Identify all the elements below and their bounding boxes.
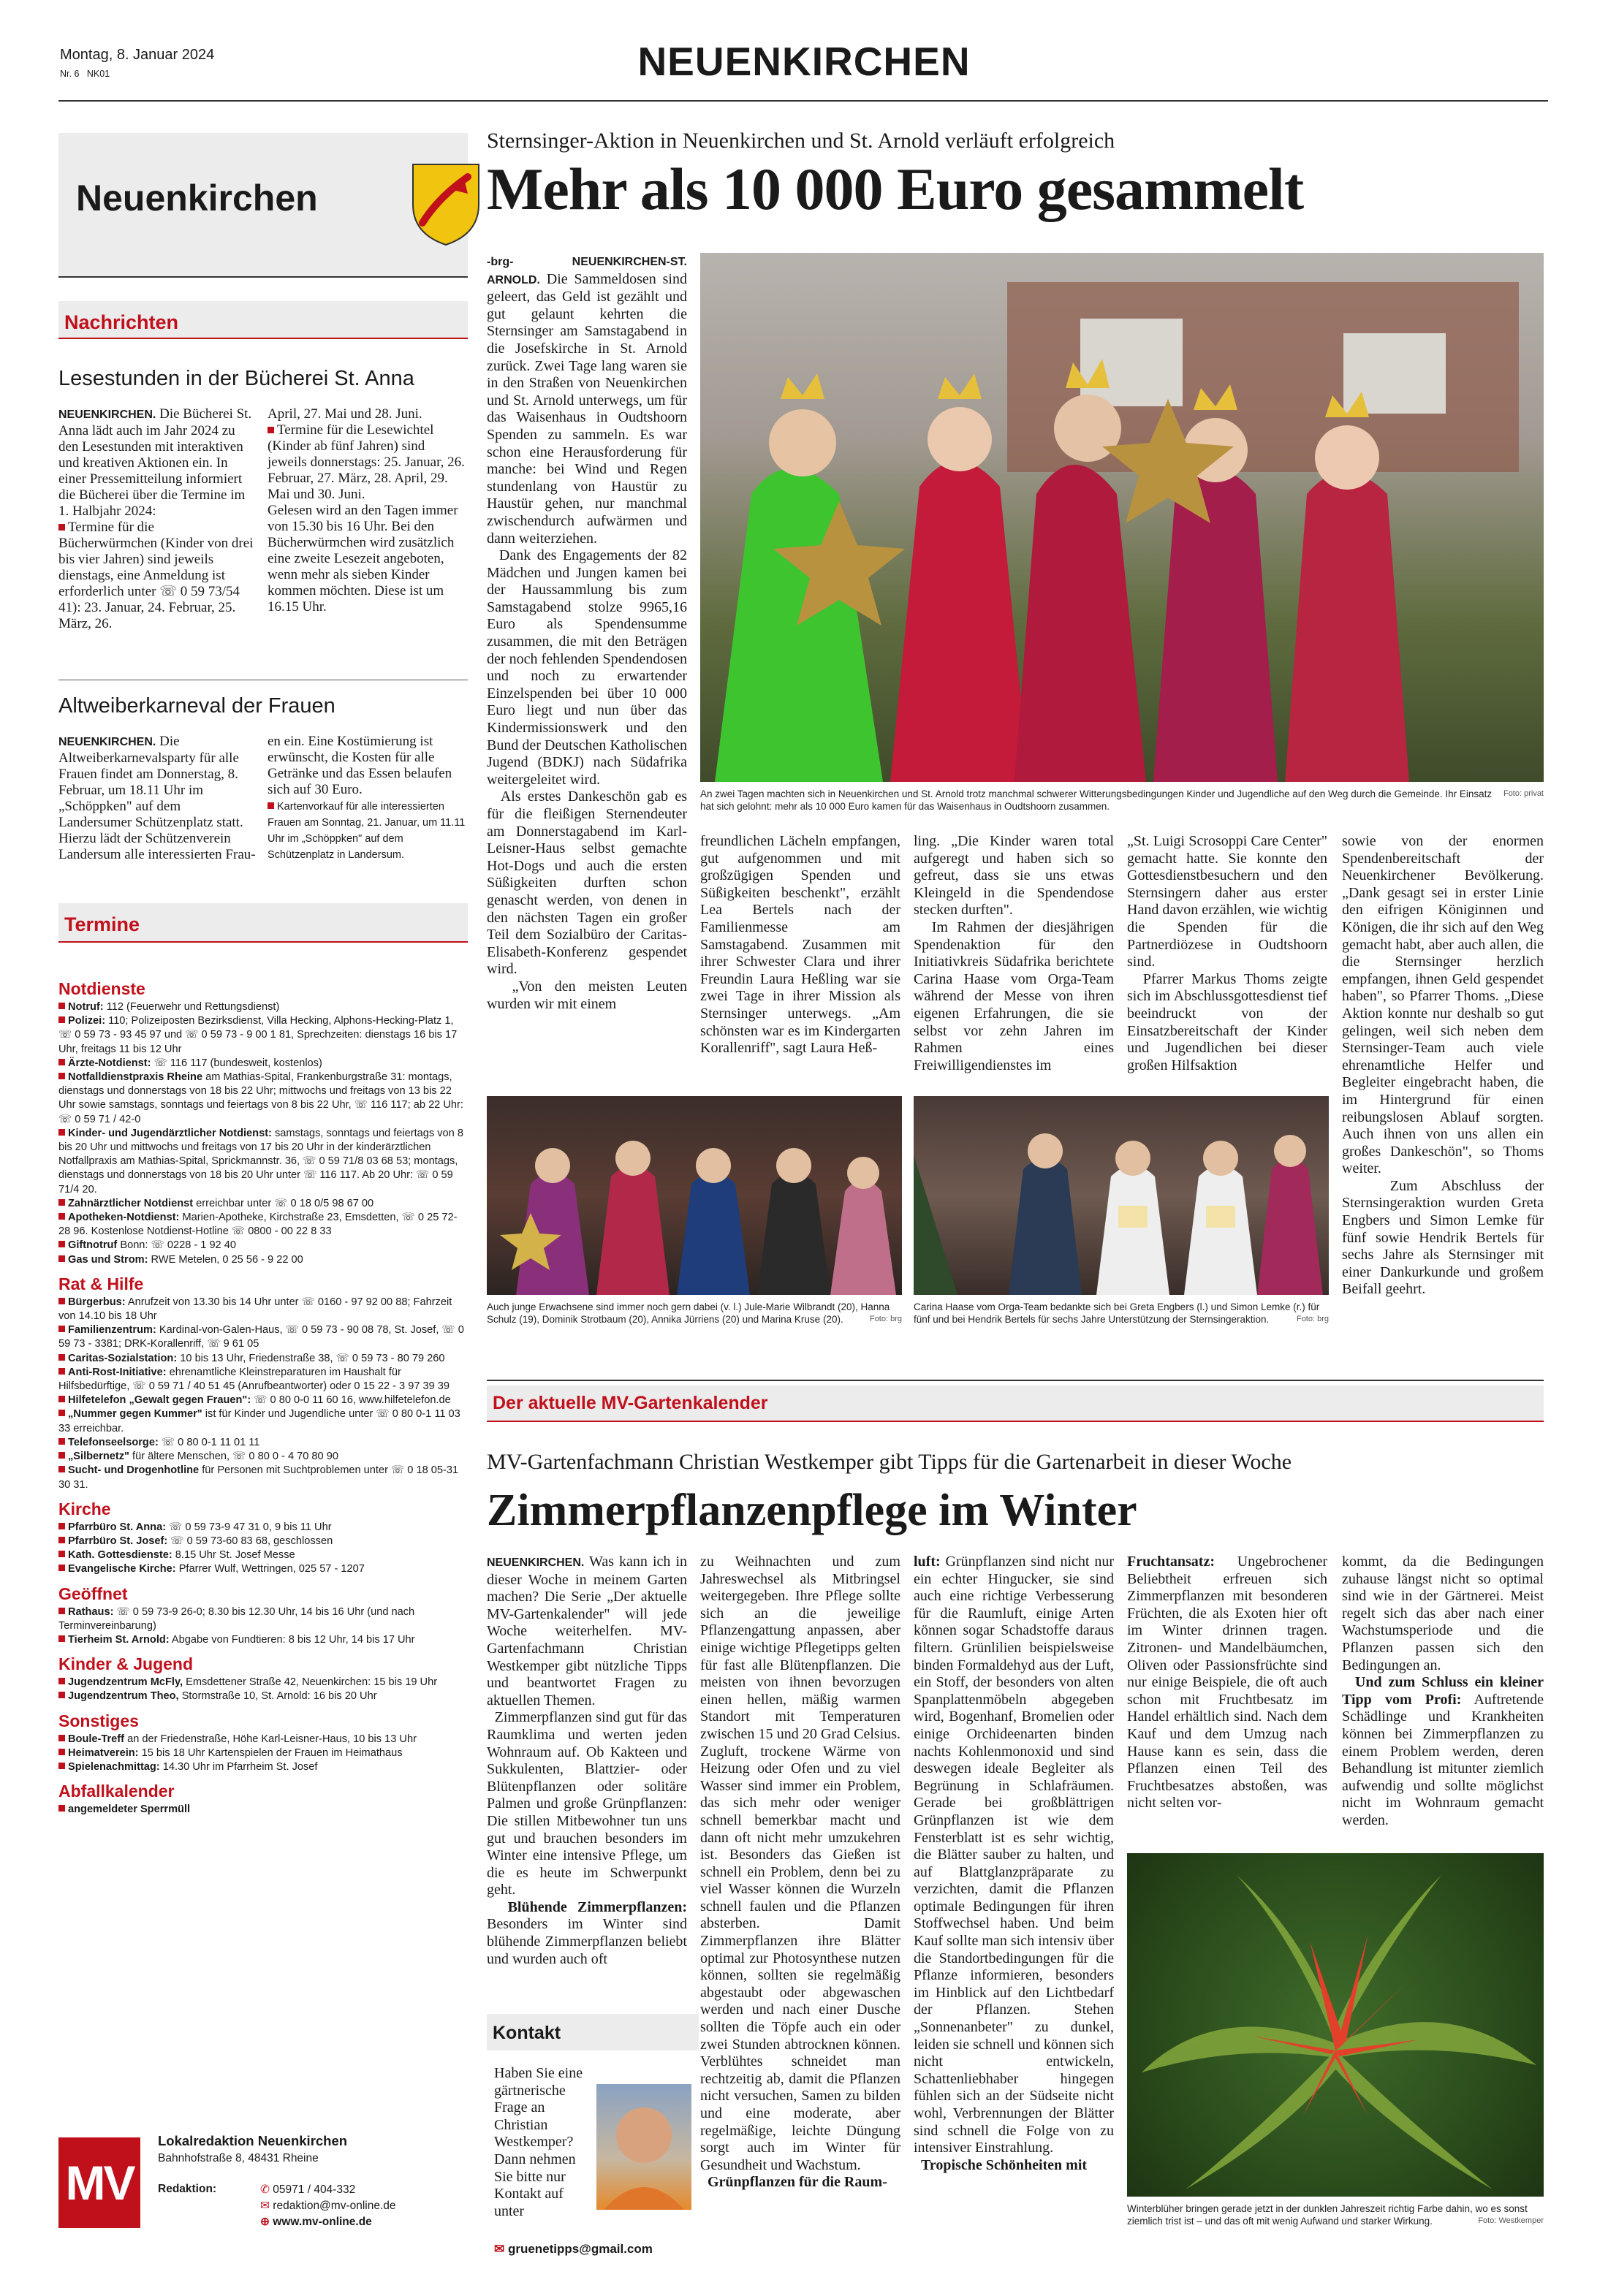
bullet-icon — [58, 1805, 65, 1812]
bullet-icon — [58, 1735, 65, 1741]
garden-col4-sub: Fruchtansatz: — [1127, 1554, 1215, 1570]
contact-web[interactable] — [260, 2215, 372, 2229]
directory-item-text: Pfarrer Wulf, Wettringen, 025 57 - 1207 — [178, 1563, 365, 1575]
mail-icon: ✉ — [260, 2200, 273, 2212]
directory-item-label: Bürgerbus: — [68, 1296, 126, 1308]
directory-item — [58, 1803, 468, 1817]
article1-bullet2: Termine für die Lesewichtel (Kinder ab fünf Jahren) sind jeweils donnerstags: 25. Januar, 26. Februar, 27. März, 28. April, 29. Mai und 30. Juni. — [268, 422, 465, 502]
directory-item-text: für ältere Menschen, ☏ 0 80 0 - 4 70 80 90 — [132, 1451, 338, 1463]
garden-col3-p1: Grünpflanzen sind nicht nur ein echter Hingucker, sie sind auch eine richtige Verbesserung für die Raumluft, einige Arten können sogar Schadstoffe daraus filtern. Grünlilien beispielsweise binden Formaldehyd aus der Luft, ein Stoff, der besonders von alten Spanplattenmöbeln abgegeben wird, Bogenhanf, Bromelien oder einige Orchideenarten binden nachts Kohlenmonoxid und sind deswegen ideale Begleiter als Begrünung in Schlafräumen. Gerade bei großblättrigen Grünpflanzen ist wie dem Fensterblatt ist es sehr wichtig, die Blätter sauber zu halten, und auf Blattglanzpräparate zu verzichten, damit die Pflanzen optimale Bedingungen für ihren Stoffwechsel haben. Und beim Kauf sollte man sich intensiv über die Standortbedingungen für die Pflanze informieren, besonders im Hinblick auf den Lichtbedarf der Pflanzen. Stehen „Sonnenanbeter" zu dunkel, leiden sie schnell und können sich nicht entwickeln, Schattenliebhaber hingegen fühlen sich an der Südseite nicht wohl, Verbrennungen der Blätter sind schnell die Folge von zu intensiver Einstrahlung. — [914, 1554, 1114, 2156]
bullet-icon — [58, 1565, 65, 1571]
directory-item-label: Spielenachmittag: — [68, 1760, 160, 1773]
section-title: NEUENKIRCHEN — [637, 39, 971, 84]
garden-col2 — [700, 1554, 900, 2192]
date-line: Montag, 8. Januar 2024 — [60, 47, 215, 63]
garden-col1 — [487, 1554, 687, 1968]
directory-item — [58, 1071, 468, 1127]
photo3-caption-text: Carina Haase vom Orga-Team bedankte sich bei Greta Engbers (l.) und Simon Lemke (r.) für fünf und bei Hendrik Bertels für sechs Jahre Unterstützung der Sternsingeraktion. — [914, 1301, 1320, 1325]
contact-label-bar — [487, 2014, 699, 2050]
phone-text: 05971 / 404-332 — [273, 2183, 356, 2196]
directory-item — [58, 1366, 468, 1394]
sidebar-town-box — [58, 133, 468, 278]
directory-item-text: ☏ 0 59 73-9 47 31 0, 9 bis 11 Uhr — [169, 1521, 332, 1533]
directory-heading: Kirche — [58, 1499, 111, 1518]
directory-item-label: Jugendzentrum McFly, — [68, 1676, 183, 1689]
directory-item — [58, 1633, 468, 1647]
directory-item-label: Anti-Rost-Initiative: — [68, 1366, 167, 1378]
directory-item-text: am Mathias-Spital, Frankenburgstraße 31: montags, dienstags und donnerstags von 18 bis 22 Uhr; mittwochs und freitags von 13 bis 22 Uhr sowie samstags, sonntags und feiertags von 8 bis 22 Uhr, ☏ 116 117; ab 22 Uhr: ☏ 0 59 71 / 42-0 — [58, 1071, 463, 1125]
photo1-caption — [700, 788, 1544, 813]
photo1-credit: Foto: privat — [1503, 789, 1544, 798]
article1-dateline: NEUENKIRCHEN. — [58, 408, 156, 421]
directory-heading: Kinder & Jugend — [58, 1654, 194, 1674]
garden-col3-sub2: Tropische Schönheiten mit — [921, 2156, 1088, 2173]
sidebar-footer — [58, 2130, 468, 2232]
directory-item-text: Anrufzeit von 13.30 bis 14 Uhr unter ☏ 0160 - 97 92 00 88; Fahrzeit von 14.10 bis 18 Uhr — [58, 1296, 452, 1323]
contact-email-text[interactable]: gruenetipps@gmail.com — [507, 2242, 653, 2256]
garden-col2-p1: zu Weihnachten und zum Jahreswechsel als Mitbringsel weitergegeben. Ihre Pflege sollte sich an die jeweilige Pflanzengattung anpassen, aber einige wichtige Pflegetipps gelten für fast alle Blütenpflanzen. Die meisten von ihnen bevorzugen einen hellen, mäßig warmen Standort mit Temperaturen zwischen 15 und 20 Grad Celsius. Zugluft, trockene Wärme von Heizung oder Ofen und zu viel Wasser sind immer ein Problem, das sich mehr oder weniger schnell bemerkbar macht und dann oft nicht mehr umzukehren ist. Besonders das Gießen ist schnell ein Problem, denn bei zu viel Wasser können die Wurzeln schnell faulen und die Pflanzen absterben. Damit Zimmerpflanzen ihre Blätter optimal zur Photosynthese nutzen können, sollten sie regelmäßig abgestaubt oder abgewaschen werden und nach einer Dusche sollten die Töpfe auch ein oder zwei Stunden abtrocknen können. Verblühtes schneidet man rechtzeitig ab, damit die Pflanzen nicht versuchen, Samen zu bilden und eine moderate, aber regelmäßige, leichte Düngung sorgt auch im Winter für Gesundheit und Wachstum. — [700, 1554, 900, 2173]
bullet-icon — [58, 1298, 65, 1304]
bullet-icon — [58, 1763, 65, 1769]
directory-item-text: ☏ 116 117 (bundesweit, kostenlos) — [153, 1057, 322, 1069]
article2-col2 — [268, 734, 466, 862]
article2-text1: Die Altweiberkarnevalsparty für alle Frauen findet am Donnerstag, 8. Februar, um 18.11 Uhr im „Schöppken" auf dem Landersumer Schützenplatz statt. Hierzu lädt der Schützenverein Landersum alle interessierten Frau- — [58, 734, 256, 862]
garden-col1-p1: Was kann ich in dieser Woche in meinem Garten machen? Die Serie „Der aktuelle MV-Gartenkalender" will jede Woche weiterhelfen. MV-Gartenfachmann Christian Westkemper gibt nützliche Tipps und beantwortet Fragen zu aktuellen Themen. — [487, 1554, 688, 1708]
main-col1-p2: Dank des Engagements der 82 Mädchen und Jungen kamen bei der Haussammlung bis zum Samstagabend stolze 9965,16 Euro als Spendensumme zusammen, die mit den Beträgen der noch fehlenden Spendendosen und noch zu erwartender Einzelspenden bei über 10 000 Euro liegt und nun über das Kindermissionswerk und den Bund der Deutschen Katholischen Jugend (BDKJ) nach Südafrika weitergeleitet wird. — [487, 547, 688, 788]
directory-item — [58, 1450, 468, 1464]
directory-heading: Geöffnet — [58, 1584, 128, 1603]
directory-item — [58, 1605, 468, 1633]
bullet-icon — [58, 1003, 65, 1009]
directory-item — [58, 1352, 468, 1366]
redaktion-label: Redaktion: — [158, 2183, 217, 2195]
directory-item — [58, 1689, 468, 1703]
bullet-icon — [58, 1396, 65, 1402]
directory-item — [58, 1535, 468, 1548]
directory-item-text: Marien-Apotheke, Kirchstraße 23, Emsdetten, ☏ 0 25 72-28 96. Kostenlose Notdienst-Hotline ☏ 0800 - 00 22 8 33 — [58, 1212, 458, 1238]
main-col2: freundlichen Lächeln empfangen, gut aufgenommen und mit großzügigen Spenden und Süßigkeiten beschenkt", erzählt Lea Bertels nach der Familienmesse am Samstagabend. Zusammen mit ihrer Schwester Clara und ihrer Freundin Laura Heßling war sie zwei Tage in ihrer Mission als Sternsinger unterwegs. „Am schönsten war es im Kindergarten Korallenriff", sagt Laura Heß- — [700, 833, 900, 1057]
directory-item-label: „Silbernetz" — [68, 1451, 129, 1463]
garden-kicker: MV-Gartenfachmann Christian Westkemper gibt Tipps für die Gartenarbeit in dieser Woche — [487, 1450, 1292, 1474]
photo2-caption — [487, 1301, 902, 1326]
globe-icon: ⊕ — [260, 2216, 273, 2228]
main-col4-p2: Pfarrer Markus Thoms zeigte sich im Abschlussgottesdienst tief beeindruckt von der Einsatzbereitschaft der Kinder und Jugendlichen bei dieser großen Hilfsaktion — [1127, 970, 1328, 1073]
news-label-text: Nachrichten — [64, 311, 179, 333]
bullet-icon — [58, 1326, 65, 1332]
directory-item-text: für Personen mit Suchtproblemen unter ☏ 0 18 05-31 30 31. — [58, 1464, 459, 1491]
directory-item-text: an der Friedenstraße, Höhe Karl-Leisner-Haus, 10 bis 13 Uhr — [127, 1733, 417, 1745]
directory-heading: Abfallkalender — [58, 1782, 175, 1801]
directory-item — [58, 1057, 468, 1071]
article1-col2 — [268, 406, 466, 615]
directory-item-text: 112 (Feuerwehr und Rettungsdienst) — [106, 1001, 280, 1013]
garden-col3 — [914, 1554, 1114, 2174]
directory-item — [58, 1407, 468, 1435]
photo3-caption — [914, 1301, 1329, 1326]
directory-item-label: Sucht- und Drogenhotline — [68, 1464, 200, 1477]
garden-col5-p2: Auftretende Schädlinge und Krankheiten können bei Zimmerpflanzen zu einem Problem werden, deren Behandlung ist mitunter ziemlich aufwendig und sollte möglichst nicht im Wohnraum gemacht werden. — [1342, 1691, 1544, 1828]
directory-item-label: Familienzentrum: — [68, 1324, 156, 1337]
bullet-icon — [58, 1354, 65, 1361]
directory-list — [58, 972, 468, 1817]
photo3-figures — [914, 1096, 1329, 1295]
directory-item-text: Emsdettener Straße 42, Neuenkirchen: 15 bis 19 Uhr — [186, 1676, 438, 1689]
directory-item-label: Notfalldienstpraxis Rheine — [68, 1071, 203, 1084]
garden-col1-sub: Blühende Zimmerpflanzen: — [507, 1898, 687, 1915]
directory-item — [58, 1464, 468, 1491]
garden-col2-sub: Grünpflanzen für die Raum- — [708, 2174, 887, 2191]
termine-section-label — [58, 903, 468, 943]
directory-item-text: 10 bis 13 Uhr, Friedenstraße 38, ☏ 0 59 73 - 80 79 260 — [180, 1352, 445, 1364]
garden-col3-sub: luft: — [914, 1554, 941, 1570]
directory-item — [58, 1239, 468, 1252]
article2-title: Altweiberkarneval der Frauen — [58, 694, 335, 718]
contact-label-text: Kontakt — [493, 2023, 561, 2043]
bullet-icon — [58, 1452, 65, 1459]
directory-item-label: Pfarrbüro St. Josef: — [68, 1535, 168, 1547]
photo-figures — [700, 253, 1544, 782]
directory-item-text: Abgabe von Fundtieren: 8 bis 12 Uhr, 14 bis 17 Uhr — [171, 1633, 415, 1646]
bullet-icon — [268, 802, 274, 809]
directory-item-text: erreichbar unter ☏ 0 18 0/5 98 67 00 — [196, 1197, 374, 1209]
article2-dateline: NEUENKIRCHEN. — [58, 736, 156, 748]
directory-item — [58, 1548, 468, 1562]
main-headline: Mehr als 10 000 Euro gesammelt — [487, 156, 1304, 222]
directory-item-label: „Nummer gegen Kummer" — [68, 1408, 202, 1421]
bromeliad-photo — [1127, 1853, 1544, 2197]
article1-col2-text: Gelesen wird an den Tagen immer von 15.30 bis 16 Uhr. Bei den Bücherwürmchen wird zusätzlich eine zweite Lesezeit angeboten, wenn mehr als sieben Kinder kommen möchten. Diese ist um 16.15 Uhr. — [268, 503, 458, 615]
directory-item-label: Rathaus: — [68, 1605, 114, 1618]
main-col1-p4: „Von den meisten Leuten wurden wir mit einem — [487, 978, 687, 1012]
directory-item-label: Gas und Strom: — [68, 1253, 148, 1266]
photo2-caption-text: Auch junge Erwachsene sind immer noch gern dabei (v. l.) Jule-Marie Wilbrandt (20), Hanna Schulz (19), Dominik Strotbaum (20), Annika Jürriens (20) und Marina Kruse (20). — [487, 1301, 890, 1325]
directory-item-text: ☏ 0 80 0-0 11 60 16, www.hilfetelefon.de — [254, 1394, 451, 1407]
news-section-label — [58, 301, 468, 339]
flower-figure — [1127, 1853, 1544, 2197]
article1-intro: Die Bücherei St. Anna lädt auch im Jahr 2024 zu den Lesestunden mit interaktiven und kreativen Aktionen ein. In einer Pressemitteilung informiert die Bücherei über die Termine im 1. Halbjahr 2024: — [58, 406, 252, 519]
article1-title: Lesestunden in der Bücherei St. Anna — [58, 367, 414, 390]
directory-item-text: samstags, sonntags und feiertags von 8 bis 20 Uhr und mittwochs und freitags von 17 bis 20 Uhr in der kinderärztlichen Notfallpraxis am Mathias-Spital, Sprickmannstr. 36, ☏ 0 59 71/8 03 68 53; montags, dienstags und donnerstags von 18 bis 20 Uhr unter ☏ 116 117. Ab 20 Uhr: ☏ 0 59 71/4 20. — [58, 1127, 463, 1195]
bullet-icon — [58, 1410, 65, 1416]
bullet-icon — [58, 1523, 65, 1529]
garden-label-text: Der aktuelle MV-Gartenkalender — [493, 1393, 768, 1413]
garden-photo-credit: Foto: Westkemper — [1478, 2216, 1544, 2225]
main-col5 — [1342, 833, 1544, 1299]
garden-col5-sub: Und zum Schluss ein kleiner Tipp vom Profi: — [1342, 1674, 1544, 1708]
article1-bullet1: Termine für die Bücherwürmchen (Kinder von drei bis vier Jahren) sind jeweils dienstags, eine Anmeldung ist erforderlich unter ☏ 0 59 73/54 41): 23. Januar, 24. Februar, 25. März, 26. — [58, 520, 254, 631]
directory-heading: Sonstiges — [58, 1711, 139, 1730]
photo1-caption-text: An zwei Tagen machten sich in Neuenkirchen und St. Arnold trotz manchmal schwerer Witterungsbedingungen Kinder und Jugendliche auf den Weg durch die Gemeinde. Ihr Einsatz hat sich gelohnt: mehr als 10 000 Euro kamen für das Waisenhaus in Oudtshoorn zusammen. — [700, 788, 1493, 812]
directory-item — [58, 1253, 468, 1267]
bullet-icon — [58, 1059, 65, 1065]
main-col3-p2: Im Rahmen der diesjährigen Spendenaktion für den Initiativkreis Südafrika berichtete Carina Haase vom Orga-Team während der Messe von ihren eigenen Erfahrungen, die sie selbst vor zehn Jahren im Rahmen eines Freiwilligendienstes im — [914, 919, 1115, 1073]
directory-heading: Notdienste — [58, 979, 145, 998]
directory-item-label: Apotheken-Notdienst: — [68, 1212, 180, 1224]
directory-section — [58, 1000, 468, 1267]
issue-number: Nr. 6 — [60, 69, 80, 79]
directory-item-text: Stormstraße 10, St. Arnold: 16 bis 20 Uhr — [181, 1690, 377, 1703]
bullet-icon — [58, 1255, 65, 1262]
directory-item — [58, 1211, 468, 1239]
portrait-figure — [596, 2084, 691, 2210]
directory-item — [58, 1296, 468, 1323]
bullet-icon — [58, 1073, 65, 1079]
directory-item — [58, 1000, 468, 1014]
bullet-icon — [58, 1551, 65, 1557]
main-col3 — [914, 833, 1114, 1074]
garden-headline: Zimmerpflanzenpflege im Winter — [487, 1486, 1137, 1535]
main-col5-p1: sowie von der enormen Spendenbereitschaft der Neuenkirchener Bevölkerung. „Dank gesagt sei in erster Linie den eifrigen Königinnen und Königen, die ihr sich auf den Weg gemacht habt, aber auch allen, die die Sternsinger herzlich empfangen, ihnen Geld gespendet haben", so Pfarrer Thoms. „Diese Aktion konnte nur deshalb so gut gelingen, weil sich neben dem Sternsinger-Team auch viele ehrenamtliche Helfer und Begleiter eingebracht haben, die im Hintergrund für einen reibungslosen Ablauf sorgten. Auch ihnen von uns allen ein großes Dankeschön", so Thoms weiter. — [1342, 833, 1544, 1177]
main-col1-p1: Die Sammeldosen sind geleert, das Geld ist gezählt und gut gelaunt kehrten die Sternsinger am Samstagabend in die Josefskirche in St. Arnold zurück. Zwei Tage lang waren sie in den Straßen von Neuenkirchen und St. Arnold unterwegs, um für das Waisenhaus in Oudtshoorn Spenden zu sammeln. Es war schon eine Herausforderung für manche: bei Wind und Regen stundenlang von Haustür zu Haustür gehen, nur manchmal zwischendurch aufwärmen und dann weiterziehen. — [487, 270, 687, 547]
directory-item-text: 110; Polizeiposten Bezirksdienst, Villa Hecking, Alphons-Hecking-Platz 1, ☏ 0 59 73 - 93 45 97 und ☏ 0 59 73 - 9 00 1 81, Sprechzeiten: dienstags 16 bis 17 Uhr, freitags 11 bis 12 Uhr — [58, 1015, 458, 1055]
main-col1 — [487, 253, 687, 1013]
edition-code: NK01 — [86, 69, 110, 79]
header-rule — [58, 100, 1548, 102]
directory-item — [58, 1394, 468, 1407]
directory-item — [58, 1436, 468, 1450]
garden-col4 — [1127, 1554, 1327, 1812]
directory-section — [58, 1521, 468, 1577]
main-col5-p2: Zum Abschluss der Sternsingeraktion wurden Greta Engbers und Simon Lemke für fünf sowie Hendrik Bertels für sechs Jahre als Sternsinger mit einer Dankurkunde und großem Beifall geehrt. — [1342, 1177, 1544, 1298]
directory-item-label: Polizei: — [68, 1015, 106, 1027]
termine-label-text: Termine — [64, 913, 140, 935]
bullet-icon — [58, 1129, 65, 1136]
bullet-icon — [58, 1241, 65, 1247]
directory-item-label: angemeldeter Sperrmüll — [68, 1803, 191, 1816]
mv-logo: MV — [58, 2137, 140, 2228]
sternsinger-photo-main — [700, 253, 1544, 782]
directory-section — [58, 1296, 468, 1492]
garden-label-bar — [487, 1385, 1544, 1422]
bullet-icon — [58, 1608, 65, 1614]
contact-email[interactable] — [260, 2199, 396, 2213]
directory-item-label: Ärzte-Notdienst: — [68, 1057, 151, 1069]
photo3-credit: Foto: brg — [1296, 1315, 1329, 1323]
expert-portrait — [596, 2084, 691, 2210]
directory-item-label: Caritas-Sozialstation: — [68, 1352, 178, 1364]
directory-item-label: Boule-Treff — [68, 1733, 125, 1745]
mail-icon: ✉ — [494, 2242, 508, 2256]
directory-item — [58, 1521, 468, 1535]
garden-caption-text: Winterblüher bringen gerade jetzt in der dunklen Jahreszeit richtig Farbe dahin, wo es sonst ziemlich trist ist – und das oft mit wenig Aufwand und starker Wirkung. — [1127, 2203, 1528, 2227]
directory-item — [58, 1323, 468, 1351]
article2-bullet: Kartenvorkauf für alle interessierten Frauen am Sonntag, 21. Januar, um 11.11 Uhr im „Schöppken" auf dem Schützenplatz in Landersum. — [268, 801, 466, 861]
bullet-icon — [58, 1749, 65, 1755]
directory-item — [58, 1127, 468, 1197]
contact-email-link[interactable] — [494, 2242, 653, 2257]
directory-item-text: Kardinal-von-Galen-Haus, ☏ 0 59 73 - 90 08 78, St. Josef, ☏ 0 59 73 - 3381; DRK-Korallenriff, ☏ 9 61 05 — [58, 1324, 464, 1350]
directory-item-label: Notruf: — [68, 1001, 104, 1013]
directory-item — [58, 1733, 468, 1746]
directory-item-label: Heimatverein: — [68, 1746, 139, 1759]
email-text[interactable]: redaktion@mv-online.de — [273, 2200, 396, 2212]
directory-item — [58, 1014, 468, 1057]
photo2-figures — [487, 1096, 902, 1295]
directory-item-text: ☏ 0 59 73-60 83 68, geschlossen — [170, 1535, 333, 1547]
directory-item-text: 8.15 Uhr St. Josef Messe — [175, 1549, 295, 1562]
garden-col5-p1: kommt, da die Bedingungen zuhause längst nicht so optimal sind wie in der Gärtnerei. Meist regelt sich das aber nach einer Wachstumsperiode und die Pflanzen passen sich den Bedingungen an. — [1342, 1554, 1544, 1673]
article1-col2-intro: April, 27. Mai und 28. Juni. — [268, 406, 422, 422]
directory-item-label: Kinder- und Jugendärztlicher Notdienst: — [68, 1127, 272, 1139]
young-adults-photo — [487, 1096, 902, 1295]
garden-dateline: NEUENKIRCHEN. — [487, 1556, 585, 1569]
directory-item-label: Zahnärztlicher Notdienst — [68, 1197, 194, 1209]
contact-box — [487, 2014, 699, 2261]
directory-item — [58, 1676, 468, 1689]
bullet-icon — [58, 1692, 65, 1698]
directory-item-label: Hilfetelefon „Gewalt gegen Frauen": — [68, 1394, 251, 1407]
directory-item-label: Kath. Gottesdienste: — [68, 1549, 172, 1562]
bullet-icon — [58, 1213, 65, 1220]
directory-section — [58, 1803, 468, 1817]
directory-item-text: Bonn: ☏ 0228 - 1 92 40 — [120, 1239, 236, 1252]
honoring-photo — [914, 1096, 1329, 1295]
coat-of-arms-icon — [409, 161, 482, 247]
directory-item-label: Evangelische Kirche: — [68, 1563, 176, 1575]
directory-item-text: ehrenamtliche Kleinstreparaturen im Haushalt für Hilfsbedürftige, ☏ 0 59 71 / 40 51 45 (Anrufbeantworter) oder 0 15 22 - 3 97 39 39 — [58, 1366, 450, 1393]
bullet-icon — [58, 1537, 65, 1543]
main-byline: -brg- — [487, 256, 514, 268]
directory-item-text: ist für Kinder und Jugendliche unter ☏ 0 80 0-1 11 03 33 erreichbar. — [58, 1408, 460, 1434]
bullet-icon — [58, 1199, 65, 1206]
directory-item-text: 14.30 Uhr im Pfarrheim St. Josef — [162, 1760, 318, 1773]
office-address: Bahnhofstraße 8, 48431 Rheine — [158, 2152, 319, 2164]
bullet-icon — [58, 1678, 65, 1684]
bullet-icon — [58, 1016, 65, 1023]
garden-col5 — [1342, 1554, 1544, 1830]
bullet-icon — [58, 1466, 65, 1472]
web-text[interactable]: www.mv-online.de — [273, 2216, 372, 2228]
garden-col1-p2: Zimmerpflanzen sind gut für das Raumklima und werten jeden Wohnraum auf. Ob Kakteen und Sukkulenten, Blattzier- oder Blütenpflanzen oder solitäre Palmen und große Grünpflanzen: Die stillen Mitbewohner tun uns gut und brauchen besonders im Winter eine intensive Pflege, um die es heute im Schwerpunkt geht. — [487, 1709, 688, 1898]
bullet-icon — [58, 1368, 65, 1375]
garden-photo-caption — [1127, 2202, 1544, 2227]
directory-item-text: ☏ 0 80 0-1 11 01 11 — [161, 1436, 260, 1448]
directory-item — [58, 1760, 468, 1774]
main-kicker: Sternsinger-Aktion in Neuenkirchen und St. Arnold verläuft erfolgreich — [487, 129, 1115, 153]
main-col3-p1: ling. „Die Kinder waren total aufgeregt und haben sich so gefreut, dass sie uns etwas Kleingeld in die Spendendose stecken durften". — [914, 833, 1114, 919]
office-name: Lokalredaktion Neuenkirchen — [158, 2133, 348, 2148]
directory-heading: Rat & Hilfe — [58, 1274, 144, 1293]
directory-section — [58, 1605, 468, 1648]
bullet-icon — [58, 1438, 65, 1445]
directory-item-label: Tierheim St. Arnold: — [68, 1633, 170, 1646]
directory-item — [58, 1197, 468, 1211]
article1-col1 — [58, 406, 256, 632]
contact-text: Haben Sie eine gärtnerische Frage an Christian Westkemper? Dann nehmen Sie bitte nur Kontakt auf unter — [494, 2065, 583, 2219]
bullet-icon — [268, 427, 274, 433]
bullet-icon — [58, 1635, 65, 1642]
main-dateline: NEUENKIRCHEN-ST. ARNOLD. — [487, 256, 687, 286]
directory-item-label: Telefonseelsorge: — [68, 1436, 159, 1448]
town-name: Neuenkirchen — [76, 178, 318, 218]
article2-col1 — [58, 734, 256, 863]
directory-item-label: Pfarrbüro St. Anna: — [68, 1521, 167, 1533]
directory-item-label: Jugendzentrum Theo, — [68, 1690, 179, 1703]
main-col1-p3: Als erstes Dankeschön gab es für die fleißigen Sternendeuter am Donnerstagabend im Karl-Leisner-Haus selbst gemachte Hot-Dogs und auch die ersten Süßigkeiten durften schon genascht werden, von denen in den nächsten Tagen ein großer Teil dem Sozialbüro der Caritas-Elisabeth-Konferenz gespendet wird. — [487, 788, 688, 978]
directory-item-label: Giftnotruf — [68, 1239, 118, 1252]
directory-item-text: RWE Metelen, 0 25 56 - 9 22 00 — [151, 1253, 303, 1266]
photo2-credit: Foto: brg — [869, 1315, 902, 1323]
contact-phone — [260, 2183, 355, 2197]
directory-item-text: ☏ 0 59 73-9 26-0; 8.30 bis 12.30 Uhr, 14 bis 16 Uhr (und nach Terminvereinbarung) — [58, 1605, 415, 1632]
directory-section — [58, 1733, 468, 1775]
garden-col1-p3: Besonders im Winter sind blühende Zimmerpflanzen beliebt und wurden auch oft — [487, 1916, 687, 1967]
bullet-icon — [58, 524, 65, 531]
article2-text2: en ein. Eine Kostümierung ist erwünscht, die Kosten für alle Getränke und das Essen belaufen sich auf 30 Euro. — [268, 734, 452, 797]
directory-section — [58, 1676, 468, 1703]
directory-item — [58, 1562, 468, 1576]
main-col4 — [1127, 833, 1327, 1074]
main-col4-p1: „St. Luigi Scrosoppi Care Center" gemacht hatte. Sie konnte den Gottesdienstbesuchern und den Sternsingern daher aus erster Hand davon erzählen, wie wichtig die Spenden für die Partnerdiözese in Oudtshoorn sind. — [1127, 833, 1327, 970]
directory-item — [58, 1746, 468, 1760]
garden-col4-p1: Ungebrochener Beliebtheit erfreuen sich Zimmerpflanzen mit besonderen Früchten, die als Exoten hier oft im Winter drinnen tragen. Zitronen- und Mandelbäumchen, Oliven oder Passionsfrüchte sind nur einige Beispiele, die oft auch schon mit Fruchtbesatz im Handel erhältlich sind. Nach dem Kauf und dem Umzug nach Hause kann es sein, dass die Pflanzen einen Teil des Fruchtbesatzes abstoßen, was nicht selten vor- — [1127, 1554, 1327, 1812]
garden-divider — [487, 1380, 1544, 1381]
phone-icon: ✆ — [260, 2183, 273, 2196]
directory-item-text: 15 bis 18 Uhr Kartenspielen der Frauen im Heimathaus — [141, 1746, 403, 1759]
